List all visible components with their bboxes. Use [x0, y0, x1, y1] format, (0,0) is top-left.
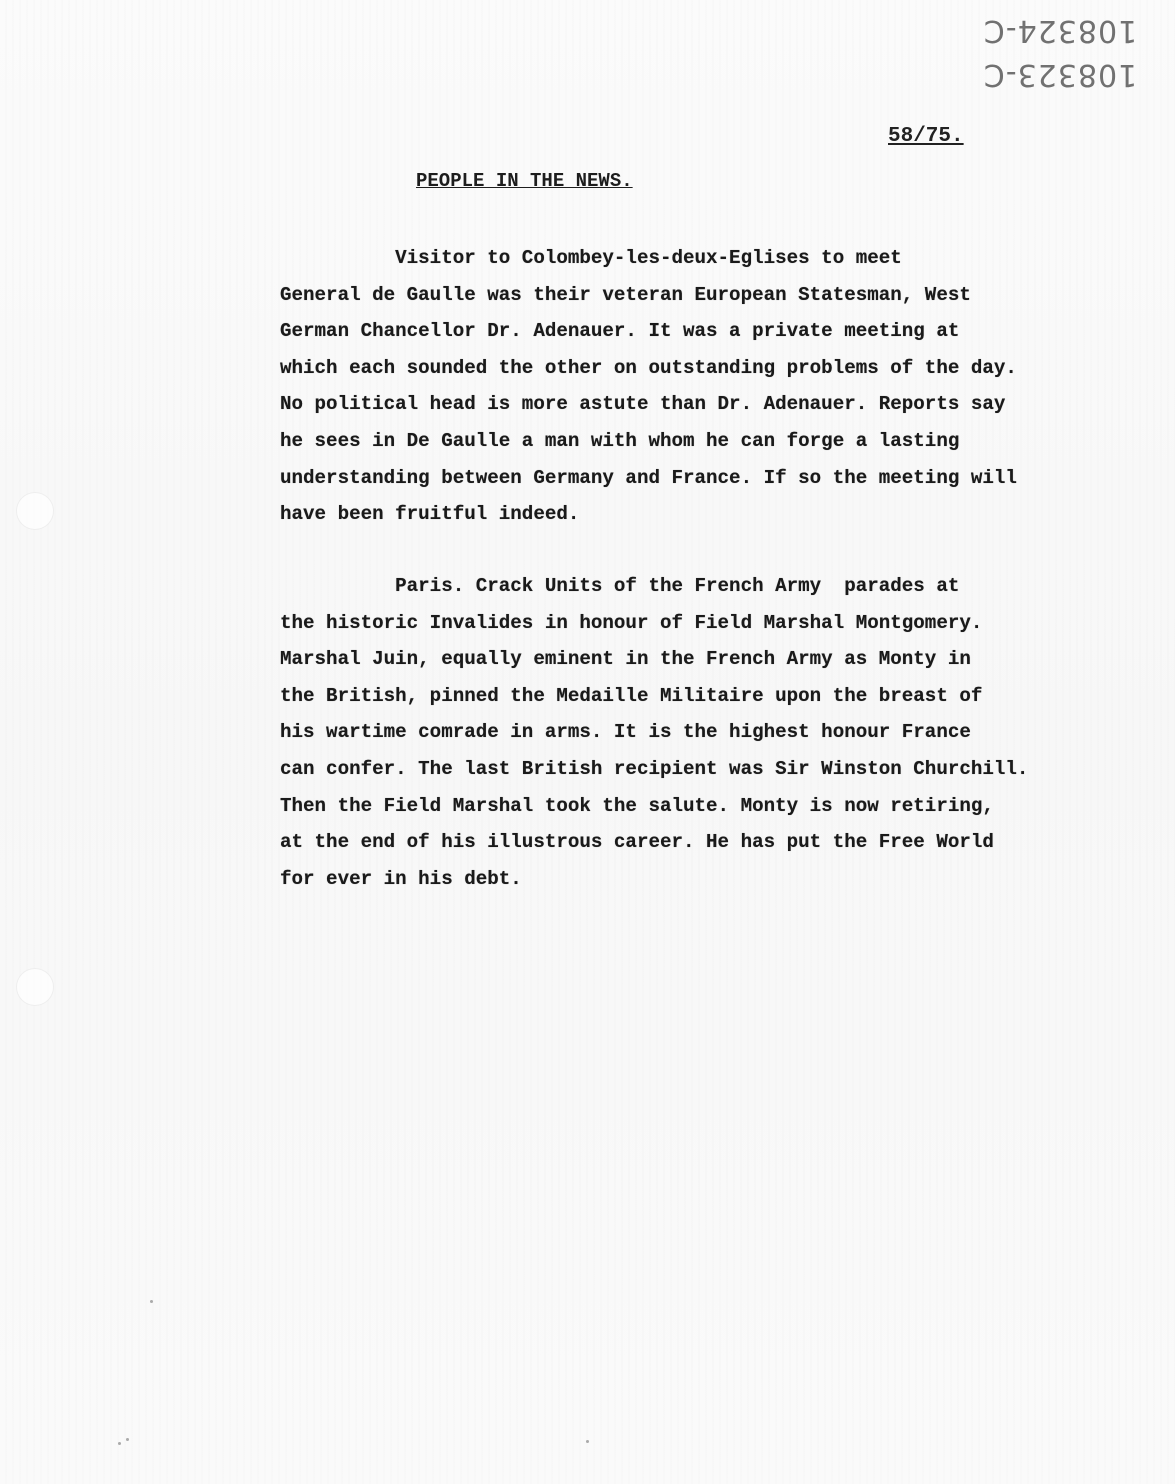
- text-line: can confer. The last British recipient was Sir Winston Churchill.: [280, 757, 1029, 780]
- text-line: General de Gaulle was their veteran European Statesman, West: [280, 283, 971, 306]
- scan-speck: [126, 1438, 129, 1441]
- text-line: for ever in his debt.: [280, 867, 522, 890]
- handwritten-reference-numbers: [975, 8, 1145, 96]
- text-line: German Chancellor Dr. Adenauer. It was a private meeting at: [280, 320, 960, 343]
- paragraph-montgomery: [280, 568, 1100, 897]
- text-line: the British, pinned the Medaille Militaire upon the breast of: [280, 684, 983, 707]
- text-line: at the end of his illustrous career. He has put the Free World: [280, 831, 994, 854]
- page-number: 58/75.: [888, 125, 964, 148]
- text-line: Marshal Juin, equally eminent in the French Army as Monty in: [280, 648, 971, 671]
- scan-speck: [150, 1300, 153, 1303]
- text-line: have been fruitful indeed.: [280, 503, 580, 526]
- scan-speck: [118, 1442, 121, 1445]
- text-line: his wartime comrade in arms. It is the highest honour France: [280, 721, 971, 744]
- handwritten-ref: 108323-C: [982, 57, 1138, 92]
- paragraph-adenauer: [280, 240, 1100, 533]
- text-line: Paris. Crack Units of the French Army parades at: [280, 575, 960, 597]
- document-title: PEOPLE IN THE NEWS.: [416, 170, 633, 192]
- punch-hole: [16, 968, 54, 1006]
- text-line: understanding between Germany and France. If so the meeting will: [280, 466, 1017, 489]
- scan-speck: [586, 1440, 589, 1443]
- text-line: which each sounded the other on outstanding problems of the day.: [280, 356, 1017, 379]
- punch-hole: [16, 492, 54, 530]
- text-line: he sees in De Gaulle a man with whom he can forge a lasting: [280, 429, 960, 452]
- text-line: No political head is more astute than Dr. Adenauer. Reports say: [280, 393, 1006, 416]
- text-line: Then the Field Marshal took the salute. Monty is now retiring,: [280, 794, 994, 817]
- text-line: the historic Invalides in honour of Field Marshal Montgomery.: [280, 611, 983, 634]
- handwritten-ref: 108324-C: [982, 13, 1138, 48]
- text-line: Visitor to Colombey-les-deux-Eglises to meet: [280, 247, 902, 269]
